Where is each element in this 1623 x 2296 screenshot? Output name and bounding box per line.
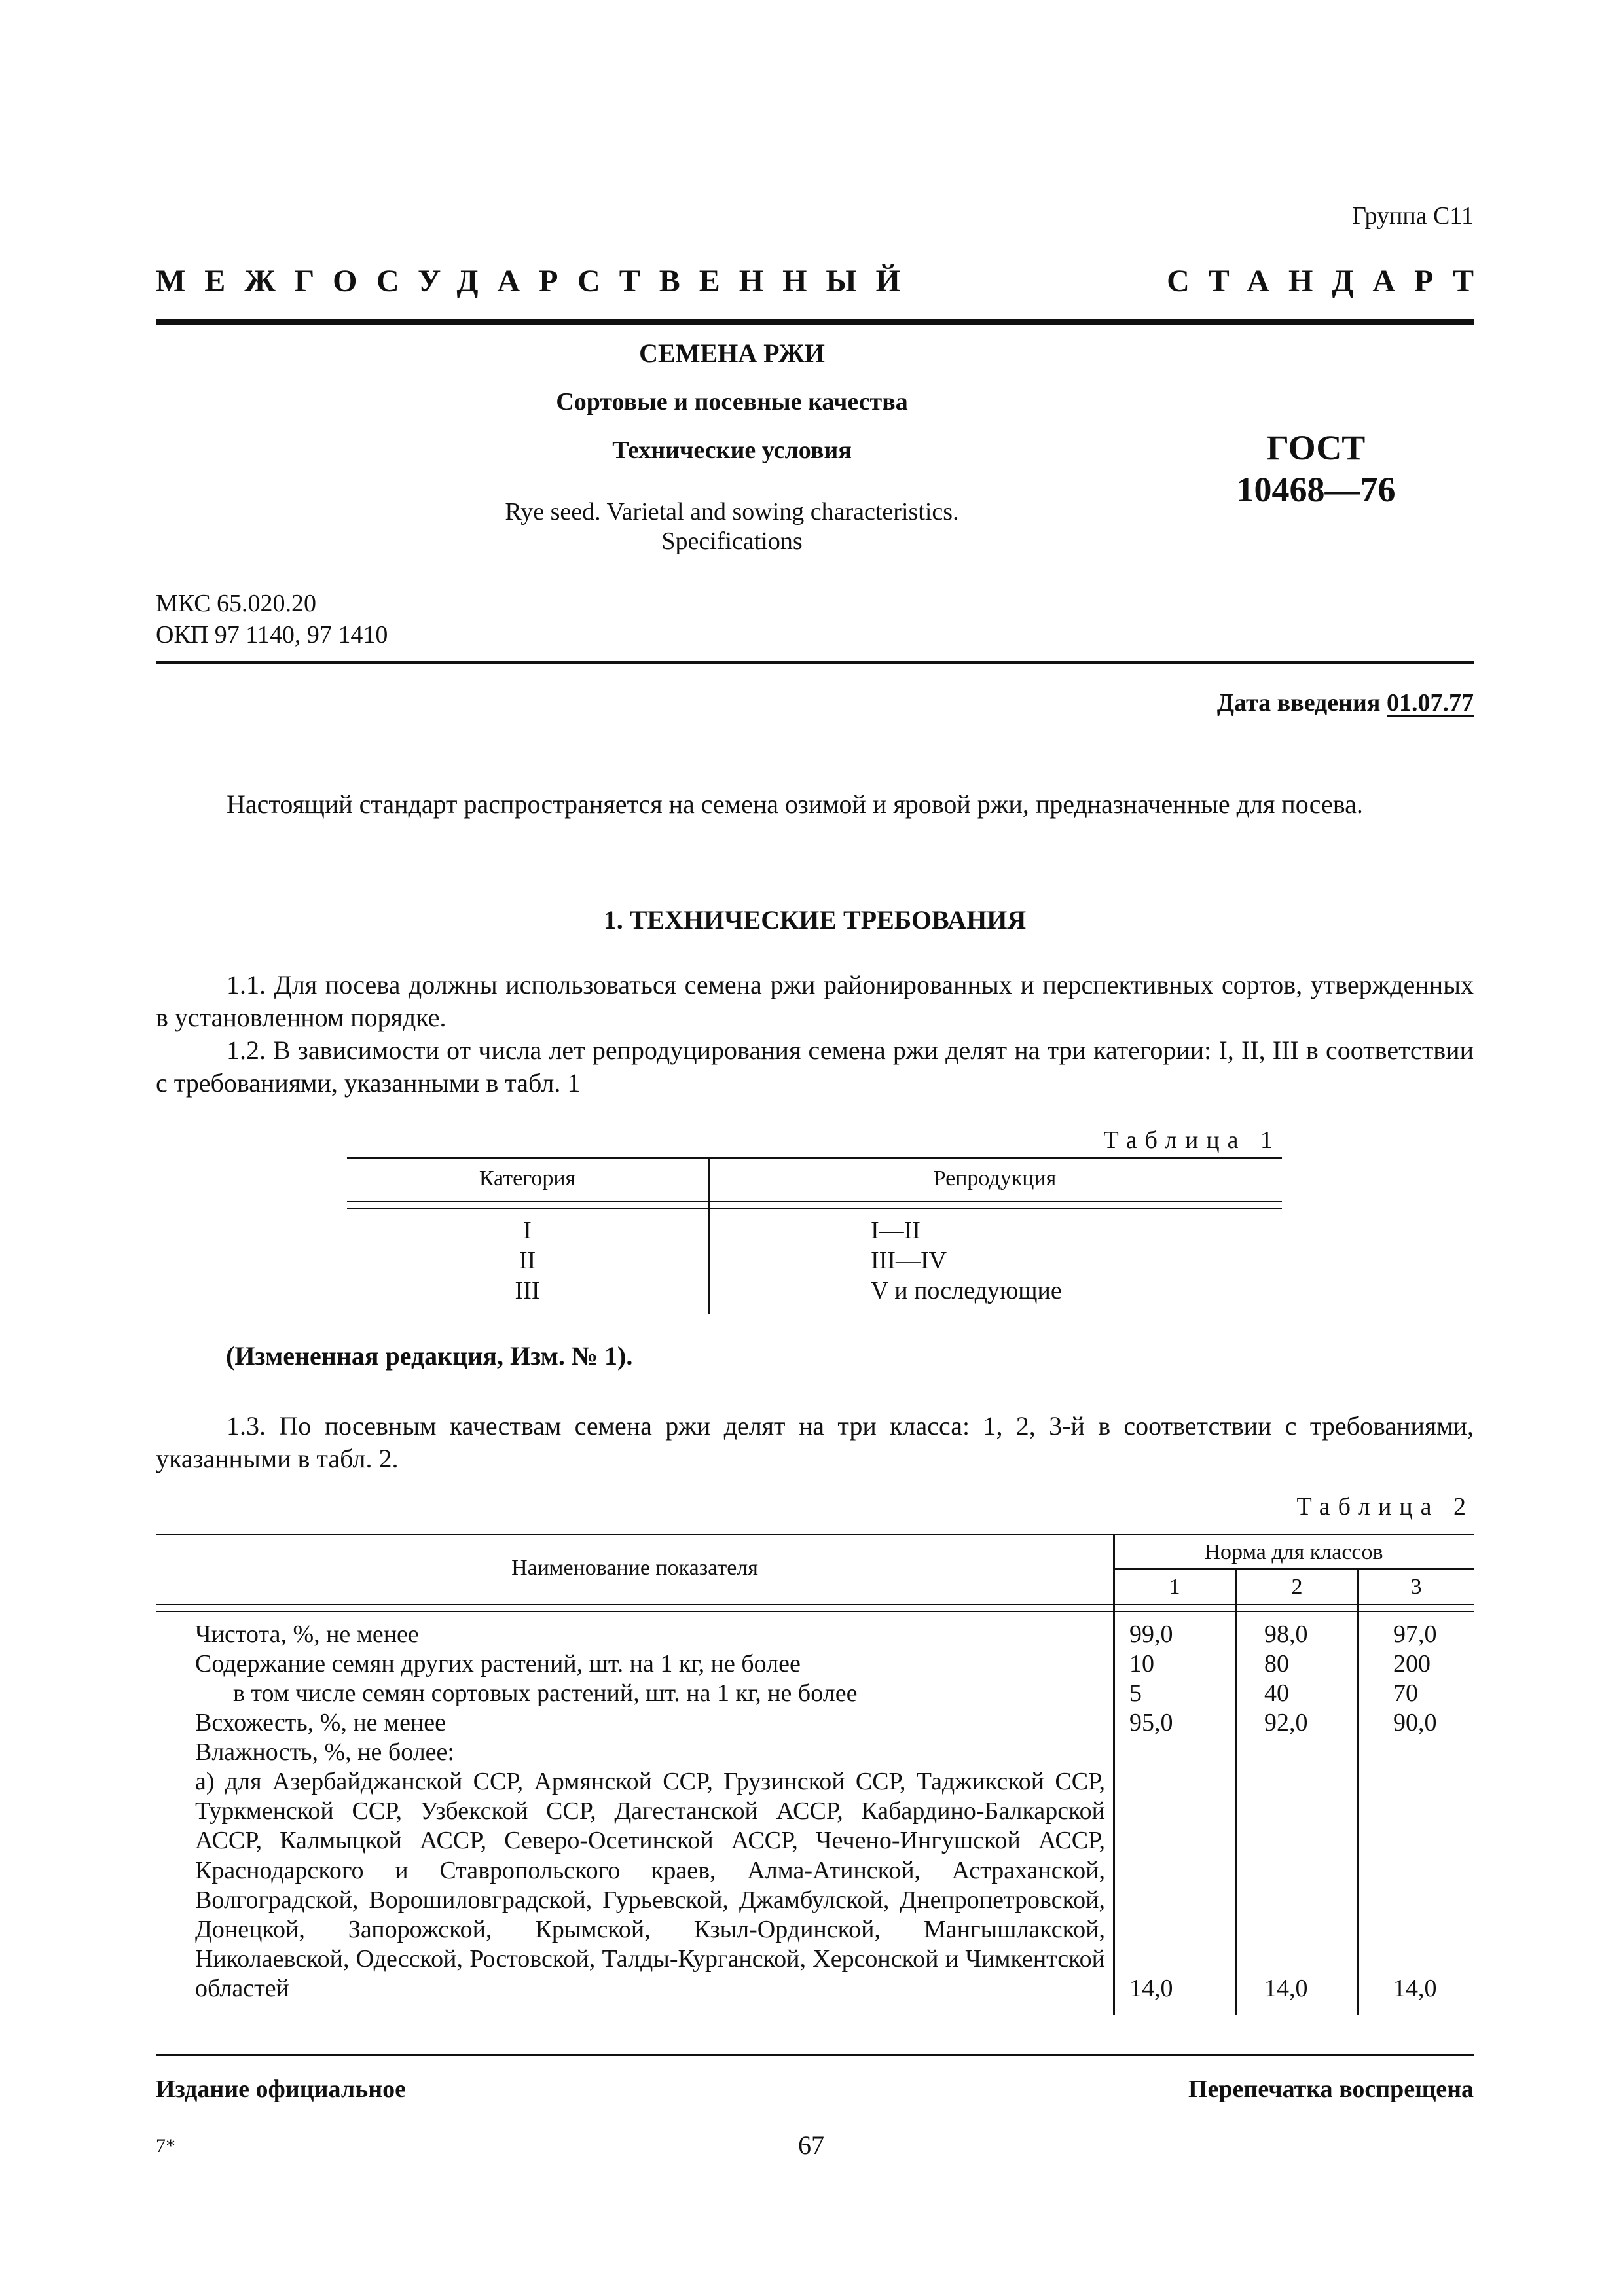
table2-value: 92,0 <box>1264 1709 1308 1736</box>
amendment-note: (Измененная редакция, Изм. № 1). <box>226 1341 633 1371</box>
table2-row-label: Всхожесть, %, не менее <box>195 1709 447 1736</box>
introduction-date <box>1217 689 1474 717</box>
table2-class-header: 1 <box>1169 1575 1180 1599</box>
gost-label: ГОСТ <box>1266 428 1366 467</box>
table1-cell: V и последующие <box>871 1277 1062 1304</box>
mks-code: МКС 65.020.20 <box>156 590 317 617</box>
table2-value: 97,0 <box>1393 1621 1437 1648</box>
okp-code: ОКП 97 1140, 97 1410 <box>156 621 388 649</box>
bottom-rule <box>156 2054 1474 2056</box>
table2-value: 10 <box>1129 1650 1154 1677</box>
humidity-regions-text: а) для Азербайджанской ССР, Армянской ССР, Грузинской ССР, Таджикской ССР, Туркменской ССР, Узбекской ССР, Дагестанской АССР, Кабардино-Балкарской АССР, Калмыцкой АССР, Северо-Осетинской АССР, Чечено-Ингушской АССР, Краснодарского и Ставропольского краев, Алма-Атинской, Астраханской, Волгоградской, Ворошиловградской, Гурьевской, Джамбулской, Днепропетровской, Донецкой, Запорожской, Крымской, Кзыл-Ординской, Мангышлакской, Николаевской, Одесской, Ростовской, Талды-Курганской, Херсонской и Чимкентской областей <box>195 1768 1105 2003</box>
table1-header-reproduction: Репродукция <box>933 1166 1057 1191</box>
english-title-2: Specifications <box>661 528 803 555</box>
table2-caption: Таблица 2 <box>1296 1493 1474 1520</box>
table2-value: 14,0 <box>1264 1975 1308 2002</box>
table1-cell: I—II <box>871 1217 921 1244</box>
table2 <box>156 1534 1474 2015</box>
table1-cell: III <box>515 1277 540 1304</box>
top-rule <box>156 319 1474 325</box>
english-title: Rye seed. Varietal and sowing characteristics. <box>505 498 959 526</box>
table2-value: 70 <box>1393 1679 1418 1707</box>
paragraph-1-3: 1.3. По посевным качествам семена ржи делят на три класса: 1, 2, 3-й в соответствии с требованиями, указанными в табл. 2. <box>156 1411 1474 1473</box>
intro-paragraph: Настоящий стандарт распространяется на семена озимой и яровой ржи, предназначенные для посева. <box>227 789 1363 819</box>
footer-reprint-prohibited: Перепечатка воспрещена <box>1188 2075 1474 2103</box>
gost-designation <box>1218 427 1414 511</box>
footnote-mark: 7* <box>156 2135 175 2157</box>
table2-value: 80 <box>1264 1650 1289 1677</box>
document-subtitle-2: Технические условия <box>612 437 852 464</box>
date-value: 01.07.77 <box>1387 689 1474 717</box>
table2-value: 14,0 <box>1129 1975 1173 2002</box>
table2-row-label: Чистота, %, не менее <box>195 1621 419 1648</box>
table2-row-label: Содержание семян других растений, шт. на 1 кг, не более <box>195 1650 801 1677</box>
table2-value: 200 <box>1393 1650 1431 1677</box>
date-label: Дата введения <box>1216 689 1387 717</box>
banner-standard: СТАНДАРТ <box>1167 264 1493 298</box>
table2-value: 99,0 <box>1129 1621 1173 1648</box>
page-number: 67 <box>798 2130 824 2160</box>
document-title: СЕМЕНА РЖИ <box>639 338 825 368</box>
group-code: Группа С11 <box>1351 202 1474 230</box>
table2-row-label: в том числе семян сортовых растений, шт. на 1 кг, не более <box>233 1679 858 1707</box>
table2-class-header: 3 <box>1410 1575 1422 1599</box>
table1-cell: I <box>523 1217 532 1244</box>
gost-number: 10468—76 <box>1236 470 1396 509</box>
document-subtitle: Сортовые и посевные качества <box>556 388 908 416</box>
table1-header-category: Категория <box>479 1166 576 1191</box>
table2-header-norm: Норма для классов <box>1204 1540 1383 1564</box>
section-heading: 1. ТЕХНИЧЕСКИЕ ТРЕБОВАНИЯ <box>603 905 1027 935</box>
banner-interstate: МЕЖГОСУДАРСТВЕННЫЙ <box>156 264 919 298</box>
table2-class-header: 2 <box>1291 1575 1303 1599</box>
middle-rule <box>156 661 1474 664</box>
table2-value: 95,0 <box>1129 1709 1173 1736</box>
table2-header-name: Наименование показателя <box>511 1556 758 1580</box>
table1-cell: II <box>519 1247 536 1274</box>
table2-row-label: Влажность, %, не более: <box>195 1738 454 1766</box>
table2-value: 5 <box>1129 1679 1142 1707</box>
table2-value: 14,0 <box>1393 1975 1437 2002</box>
table1-caption: Таблица 1 <box>1103 1126 1281 1154</box>
paragraph-1-2: 1.2. В зависимости от числа лет репродуцирования семена ржи делят на три категории: I, II, III в соответствии с требованиями, указанными в табл. 1 <box>156 1035 1474 1098</box>
footer-official-edition: Издание официальное <box>156 2075 407 2103</box>
table1-cell: III—IV <box>871 1247 947 1274</box>
table2-value: 40 <box>1264 1679 1289 1707</box>
table2-value: 90,0 <box>1393 1709 1437 1736</box>
paragraph-1-1: 1.1. Для посева должны использоваться семена ржи районированных и перспективных сортов, утвержденных в установленном порядке. <box>156 970 1474 1032</box>
table2-value: 98,0 <box>1264 1621 1308 1648</box>
